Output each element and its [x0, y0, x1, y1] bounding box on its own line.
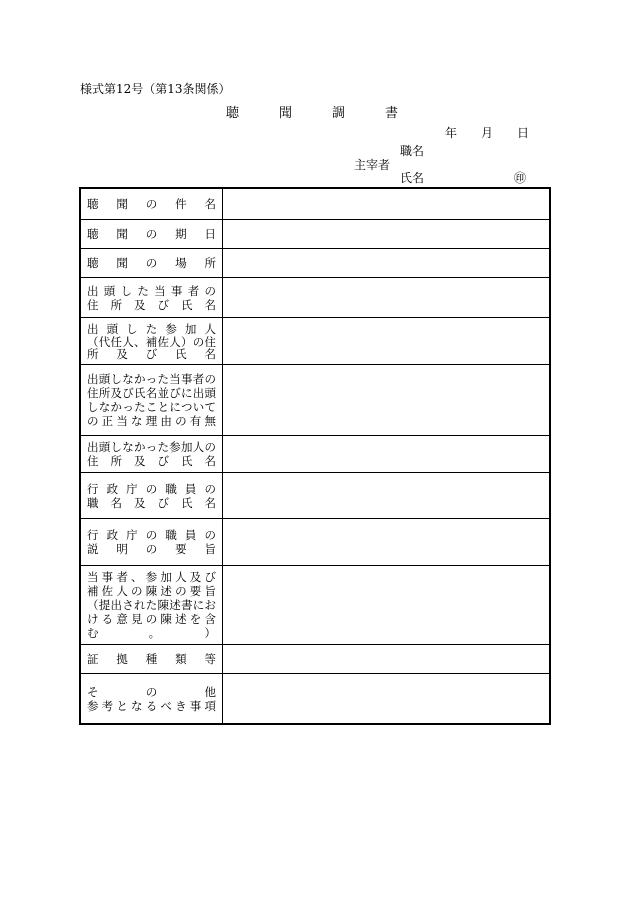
row-label	[81, 189, 223, 219]
row-label-line: 参考となるべき事項	[87, 698, 216, 713]
row-label-line: （代任人、補佐人）の住	[87, 334, 216, 348]
table-row	[81, 278, 549, 318]
table-row	[81, 566, 549, 645]
row-label-line: 聴 聞 の 件 名	[87, 197, 216, 211]
form-number: 様式第12号（第13条関係）	[80, 82, 231, 96]
table-row	[81, 674, 549, 723]
row-value-field[interactable]	[223, 318, 549, 364]
seal-mark: ㊞	[514, 171, 527, 185]
table-row	[81, 436, 549, 473]
name-label: 氏名	[400, 171, 425, 185]
row-value-field[interactable]	[223, 645, 549, 673]
row-value-field[interactable]	[223, 220, 549, 248]
date-line	[445, 124, 553, 141]
row-label-line: 出頭しなかった当事者の	[87, 372, 216, 386]
row-value-field[interactable]	[223, 365, 549, 435]
row-label-line: 住所及び氏名	[87, 297, 216, 312]
row-label	[81, 566, 223, 644]
row-value-field[interactable]	[223, 674, 549, 723]
row-value-field[interactable]	[223, 519, 549, 565]
year-label: 年	[445, 126, 458, 140]
row-label-line: 職名及び氏名	[87, 495, 216, 510]
row-label-line: 補佐人の陳述の要旨	[87, 584, 216, 598]
row-label	[81, 318, 223, 364]
row-label-line: 出頭した参加人	[87, 322, 216, 335]
row-label-line: 聴 聞 の 期 日	[87, 227, 216, 241]
row-label-line: しなかったことについて	[87, 400, 216, 414]
row-value-field[interactable]	[223, 436, 549, 472]
row-label	[81, 674, 223, 723]
table-row	[81, 189, 549, 220]
row-value-field[interactable]	[223, 249, 549, 277]
title-char: 書	[385, 106, 399, 121]
row-value-field[interactable]	[223, 189, 549, 219]
row-label-line: 住所及び氏名	[87, 454, 216, 468]
title-char: 聞	[279, 106, 293, 121]
day-label: 日	[517, 126, 530, 140]
hearing-record-table	[79, 187, 551, 725]
row-value-field[interactable]	[223, 278, 549, 317]
row-value-field[interactable]	[223, 473, 549, 518]
row-label-line: 住所及び氏名並びに出頭	[87, 386, 216, 400]
row-label-line: 所及び氏名	[87, 347, 216, 361]
row-label	[81, 519, 223, 565]
table-row	[81, 645, 549, 674]
row-label-line: そ の 他	[87, 684, 216, 699]
organizer-label: 主宰者	[354, 158, 391, 172]
row-label	[81, 473, 223, 518]
row-label	[81, 645, 223, 673]
row-label-line: 行政庁の職員の	[87, 528, 216, 542]
row-label	[81, 436, 223, 472]
row-label-line: 当事者、参加人及び	[87, 570, 216, 584]
row-label-line: 証 拠 種 類 等	[87, 652, 216, 666]
month-label: 月	[481, 126, 494, 140]
row-label-line: 出頭した当事者の	[87, 283, 216, 298]
row-label	[81, 249, 223, 277]
table-row	[81, 473, 549, 519]
row-label-line: 聴 聞 の 場 所	[87, 256, 216, 270]
title-char: 聴	[226, 106, 240, 121]
row-label-line: む。）	[87, 626, 216, 640]
row-label-line: 出頭しなかった参加人の	[87, 440, 216, 454]
row-label-line: 説明の要旨	[87, 542, 216, 556]
job-title-label: 職名	[400, 144, 425, 158]
row-label	[81, 220, 223, 248]
table-row	[81, 318, 549, 365]
row-label-line: 行政庁の職員の	[87, 481, 216, 496]
table-row	[81, 220, 549, 249]
table-row	[81, 365, 549, 436]
row-label	[81, 278, 223, 317]
row-label-line: ける意見の陳述を含	[87, 612, 216, 626]
document-title	[226, 102, 438, 121]
row-label	[81, 365, 223, 435]
row-label-line: （提出された陳述書にお	[87, 598, 216, 612]
row-label-line: の正当な理由の有無	[87, 414, 216, 428]
row-value-field[interactable]	[223, 566, 549, 644]
table-row	[81, 249, 549, 278]
title-char: 調	[332, 106, 346, 121]
table-row	[81, 519, 549, 566]
